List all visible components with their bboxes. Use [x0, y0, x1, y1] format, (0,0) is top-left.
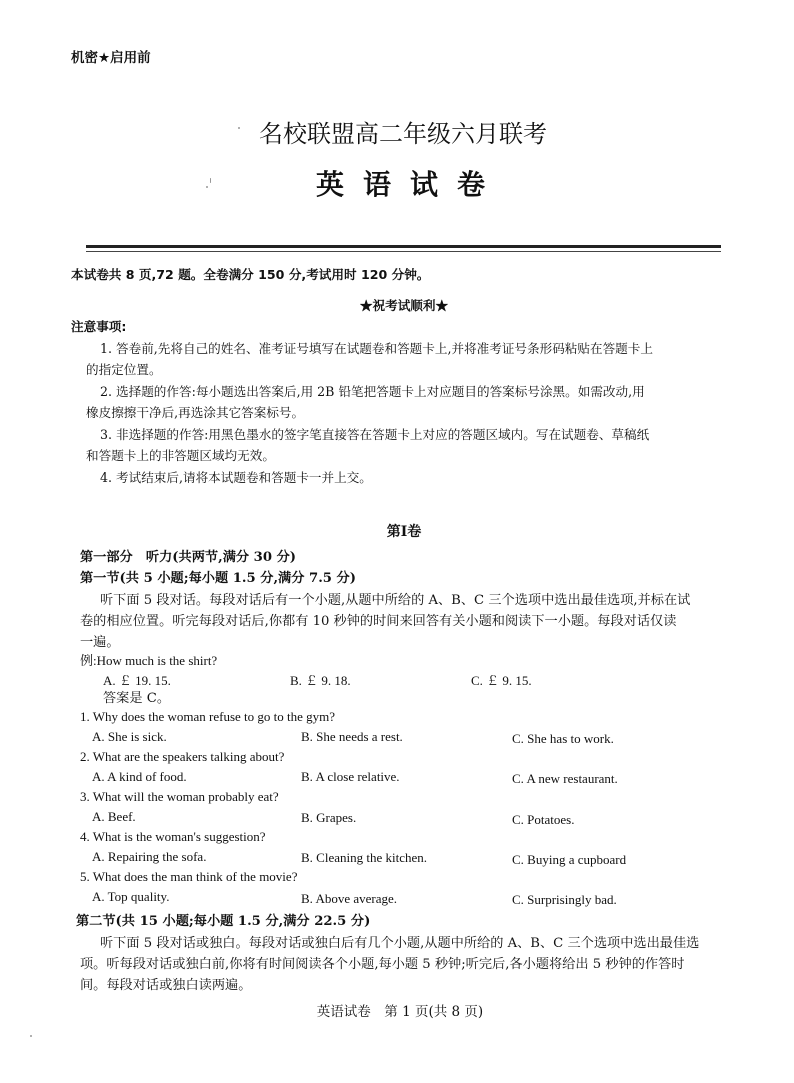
confidential-label: 机密★启用前: [71, 50, 151, 66]
question-4-option-a: A. Repairing the sofa.: [92, 849, 207, 864]
question-3-option-c: C. Potatoes.: [512, 812, 575, 827]
note-item-1-line2: 的指定位置。: [86, 362, 162, 377]
scan-speck: [238, 127, 240, 129]
section2-heading: 第二节(共 15 小题;每小题 1.5 分,满分 22.5 分): [76, 914, 371, 929]
note-item-1-line1: 1. 答卷前,先将自己的姓名、准考证号填写在试题卷和答题卡上,并将准考证号条形码粘贴在答题卡上: [100, 341, 653, 356]
question-5-option-c: C. Surprisingly bad.: [512, 892, 617, 907]
question-2-option-c: C. A new restaurant.: [512, 771, 618, 786]
section2-instructions-line2: 项。听每段对话或独白前,你将有时间阅读各个小题,每小题 5 秒钟;听完后,各小题将给出 5 秒钟的作答时: [80, 957, 685, 972]
question-5-option-a: A. Top quality.: [92, 889, 170, 904]
question-2-option-b: B. A close relative.: [301, 769, 400, 784]
question-3-option-a: A. Beef.: [92, 809, 136, 824]
header-rule-thick: [86, 245, 721, 248]
note-item-2-line1: 2. 选择题的作答:每小题选出答案后,用 2B 铅笔把答题卡上对应题目的答案标号涂黑。如需改动,用: [100, 384, 645, 399]
exam-summary: 本试卷共 8 页,72 题。全卷满分 150 分,考试用时 120 分钟。: [71, 267, 430, 282]
section1-instructions-line3: 一遍。: [80, 635, 120, 650]
note-item-3-line1: 3. 非选择题的作答:用黑色墨水的签字笔直接答在答题卡上对应的答题区域内。写在试题卷、草稿纸: [100, 427, 650, 442]
question-4-option-b: B. Cleaning the kitchen.: [301, 850, 428, 865]
question-1-option-b: B. She needs a rest.: [301, 729, 403, 744]
example-option-b: B. ￡ 9. 18.: [290, 673, 351, 688]
note-item-2-line2: 橡皮擦擦干净后,再选涂其它答案标号。: [86, 405, 305, 420]
scan-speck: [30, 1035, 32, 1037]
example-option-c: C. ￡ 9. 15.: [471, 673, 532, 688]
subject-title: 英语试卷: [315, 168, 504, 201]
question-4: 4. What is the woman's suggestion?: [80, 829, 266, 844]
blessing-text: ★祝考试顺利★: [359, 298, 449, 313]
question-2: 2. What are the speakers talking about?: [80, 749, 285, 764]
exam-title: 名校联盟高二年级六月联考: [259, 120, 547, 148]
section1-heading: 第一节(共 5 小题;每小题 1.5 分,满分 7.5 分): [80, 571, 356, 586]
note-item-3-line2: 和答题卡上的非答题区域均无效。: [86, 448, 275, 463]
header-rule-thin: [86, 251, 721, 252]
question-3: 3. What will the woman probably eat?: [80, 789, 279, 804]
note-item-4-line1: 4. 考试结束后,请将本试题卷和答题卡一并上交。: [100, 470, 372, 485]
volume-heading: 第Ⅰ卷: [386, 524, 422, 540]
notes-heading: 注意事项:: [71, 319, 127, 334]
section1-instructions-line1: 听下面 5 段对话。每段对话后有一个小题,从题中所给的 A、B、C 三个选项中选出最佳选项,并标在试: [100, 593, 691, 608]
example-question: 例:How much is the shirt?: [80, 653, 218, 668]
section1-instructions-line2: 卷的相应位置。听完每段对话后,你都有 10 秒钟的时间来回答有关小题和阅读下一小题。每段对话仅读: [80, 614, 677, 629]
question-3-option-b: B. Grapes.: [301, 810, 357, 825]
scan-speck: [206, 186, 208, 188]
question-5: 5. What does the man think of the movie?: [80, 869, 298, 884]
part1-heading: 第一部分 听力(共两节,满分 30 分): [80, 550, 297, 565]
question-1: 1. Why does the woman refuse to go to the gym?: [80, 709, 336, 724]
section2-instructions-line3: 间。每段对话或独白读两遍。: [80, 978, 252, 993]
example-answer: 答案是 C。: [103, 691, 171, 706]
section2-instructions-line1: 听下面 5 段对话或独白。每段对话或独白后有几个小题,从题中所给的 A、B、C 三个选项中选出最佳选: [100, 936, 700, 951]
question-2-option-a: A. A kind of food.: [92, 769, 187, 784]
question-1-option-c: C. She has to work.: [512, 731, 614, 746]
question-5-option-b: B. Above average.: [301, 891, 398, 906]
page-footer: 英语试卷 第 1 页(共 8 页): [316, 1004, 484, 1020]
question-4-option-c: C. Buying a cupboard: [512, 852, 627, 867]
question-1-option-a: A. She is sick.: [92, 729, 167, 744]
example-option-a: A. ￡ 19. 15.: [103, 673, 171, 688]
scan-speck: [210, 178, 211, 183]
